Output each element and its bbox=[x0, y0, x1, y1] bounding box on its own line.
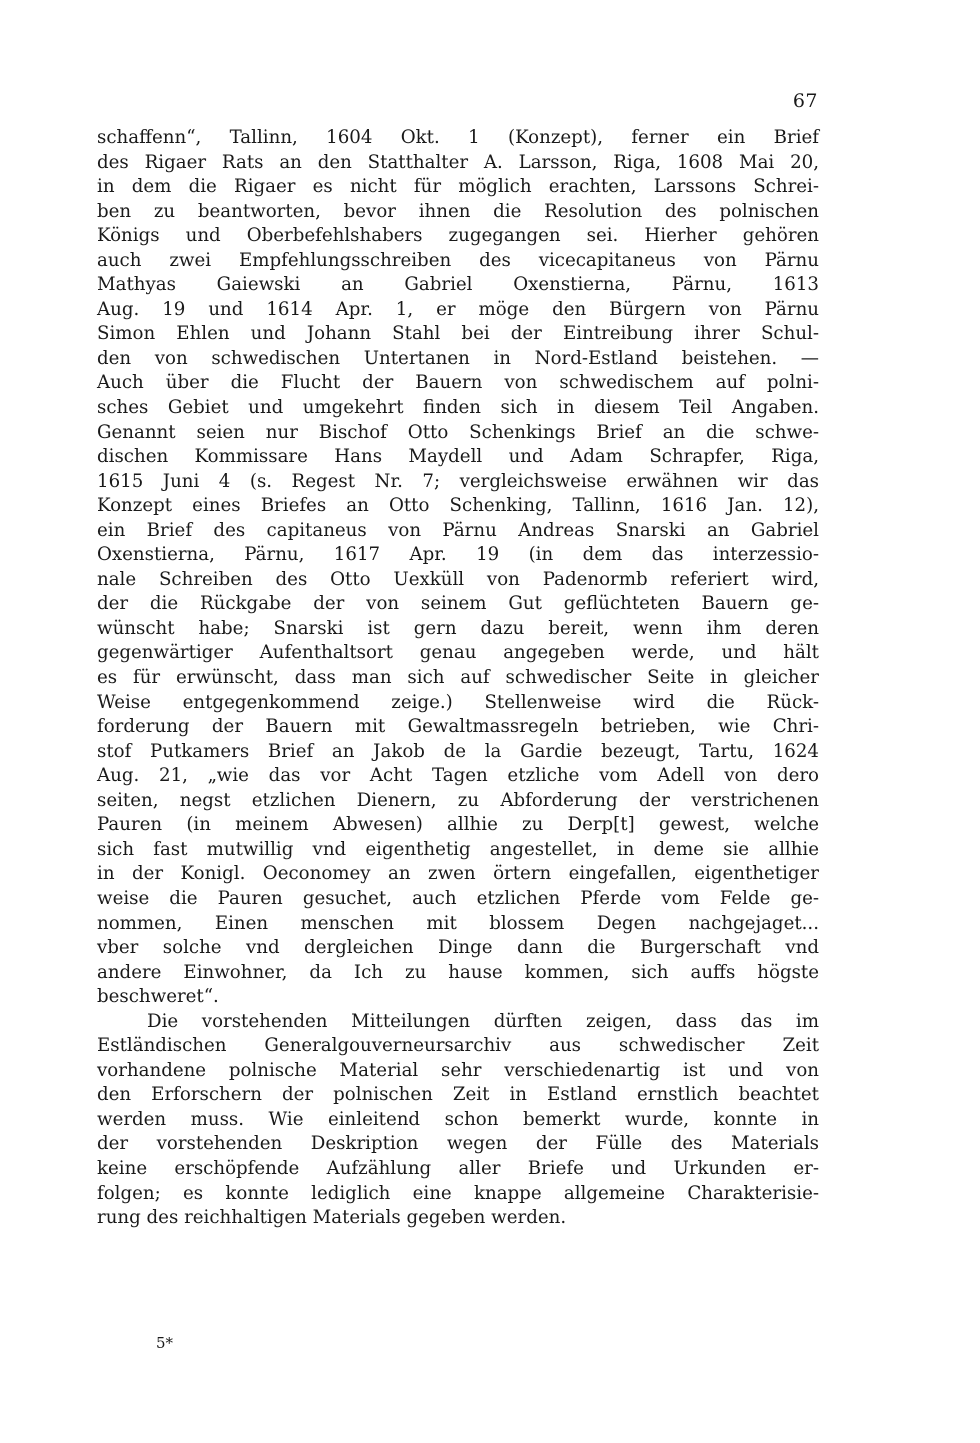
text-line: stof Putkamers Brief an Jakob de la Gardie bezeugt, Tartu, 1624 bbox=[97, 740, 819, 762]
text-line: forderung der Bauern mit Gewaltmassregeln betrieben, wie Chri- bbox=[97, 716, 819, 738]
text-line: werden muss. Wie einleitend schon bemerkt wurde, konnte in bbox=[97, 1108, 819, 1130]
paragraph-start-line: Die vorstehenden Mitteilungen dürften zeigen, dass das im bbox=[147, 1010, 819, 1032]
text-line: Simon Ehlen und Johann Stahl bei der Eintreibung ihrer Schul- bbox=[97, 323, 819, 345]
page-number: 67 bbox=[792, 90, 818, 112]
signature-mark: 5* bbox=[156, 1334, 174, 1352]
text-line: beschweret“. bbox=[97, 986, 219, 1008]
text-line: schaffenn“, Tallinn, 1604 Okt. 1 (Konzept), ferner ein Brief bbox=[97, 127, 819, 148]
text-line: in der Konigl. Oeconomey an zwen örtern eingefallen, eigenthetiger bbox=[97, 863, 819, 885]
text-line: vorhandene polnische Material sehr verschiedenartig ist und von bbox=[97, 1059, 819, 1081]
text-line: seiten, negst etzlichen Dienern, zu Abforderung der verstrichenen bbox=[97, 789, 819, 811]
text-line: Oxenstierna, Pärnu, 1617 Apr. 19 (in dem das interzessio- bbox=[97, 544, 819, 566]
text-line: Weise entgegenkommend zeige.) Stellenweise wird die Rück- bbox=[97, 691, 819, 713]
text-line: keine erschöpfende Aufzählung aller Briefe und Urkunden er- bbox=[97, 1157, 819, 1179]
text-line: Konzept eines Briefes an Otto Schenking, Tallinn, 1616 Jan. 12), bbox=[97, 495, 819, 517]
text-line: auch zwei Empfehlungsschreiben des vicecapitaneus von Pärnu bbox=[97, 249, 819, 271]
text-line: der vorstehenden Deskription wegen der Fülle des Materials bbox=[97, 1133, 819, 1155]
text-line: der die Rückgabe der von seinem Gut geflüchteten Bauern ge- bbox=[97, 593, 819, 615]
body-text bbox=[97, 126, 819, 1231]
text-line: ein Brief des capitaneus von Pärnu Andreas Snarski an Gabriel bbox=[97, 519, 819, 541]
text-line: Aug. 19 und 1614 Apr. 1, er möge den Bürgern von Pärnu bbox=[97, 298, 819, 320]
text-line: rung des reichhaltigen Materials gegeben werden. bbox=[97, 1207, 567, 1229]
text-line: sich fast mutwillig vnd eigenthetig angestellet, in deme sie allhie bbox=[97, 838, 819, 860]
text-line: es für erwünscht, dass man sich auf schwedischer Seite in gleicher bbox=[97, 667, 819, 689]
text-line: Auch über die Flucht der Bauern von schwedischem auf polni- bbox=[97, 372, 819, 394]
text-line: andere Einwohner, da Ich zu hause kommen, sich auffs högste bbox=[97, 961, 819, 983]
text-line: folgen; es konnte lediglich eine knappe allgemeine Charakterisie- bbox=[97, 1182, 819, 1204]
text-line: weise die Pauren gesuchet, auch etzlichen Pferde vom Felde ge- bbox=[97, 887, 819, 909]
text-line: gegenwärtiger Aufenthaltsort genau angegeben werde, und hält bbox=[97, 642, 819, 664]
text-line: nale Schreiben des Otto Uexküll von Padenormb referiert wird, bbox=[97, 568, 819, 590]
text-line: wünscht habe; Snarski ist gern dazu bereit, wenn ihm deren bbox=[97, 617, 819, 639]
text-line: in dem die Rigaer es nicht für möglich erachten, Larssons Schrei- bbox=[97, 176, 819, 198]
text-line: den Erforschern der polnischen Zeit in Estland ernstlich beachtet bbox=[97, 1084, 819, 1106]
text-line: den von schwedischen Untertanen in Nord-Estland beistehen. — bbox=[97, 347, 819, 369]
text-line: Aug. 21, „wie das vor Acht Tagen etzliche vom Adell von dero bbox=[97, 765, 819, 787]
text-line: dischen Kommissare Hans Maydell und Adam Schrapfer, Riga, bbox=[97, 446, 819, 468]
text-line: Mathyas Gaiewski an Gabriel Oxenstierna, Pärnu, 1613 bbox=[97, 274, 819, 296]
text-line: sches Gebiet und umgekehrt finden sich in diesem Teil Angaben. bbox=[97, 397, 819, 419]
text-line: Estländischen Generalgouverneursarchiv aus schwedischer Zeit bbox=[97, 1035, 819, 1057]
text-line: ben zu beantworten, bevor ihnen die Resolution des polnischen bbox=[97, 200, 819, 222]
text-line: 1615 Juni 4 (s. Regest Nr. 7; vergleichsweise erwähnen wir das bbox=[97, 470, 819, 492]
text-line: nommen, Einen menschen mit blossem Degen nachgejaget... bbox=[97, 912, 819, 934]
text-line: des Rigaer Rats an den Statthalter A. Larsson, Riga, 1608 Mai 20, bbox=[97, 151, 819, 173]
text-line: Genannt seien nur Bischof Otto Schenkings Brief an die schwe- bbox=[97, 421, 819, 443]
text-line: Pauren (in meinem Abwesen) allhie zu Derp[t] gewest, welche bbox=[97, 814, 819, 836]
text-line: vber solche vnd dergleichen Dinge dann die Burgerschaft vnd bbox=[97, 937, 819, 959]
text-line: Königs und Oberbefehlshabers zugegangen sei. Hierher gehören bbox=[97, 225, 819, 247]
